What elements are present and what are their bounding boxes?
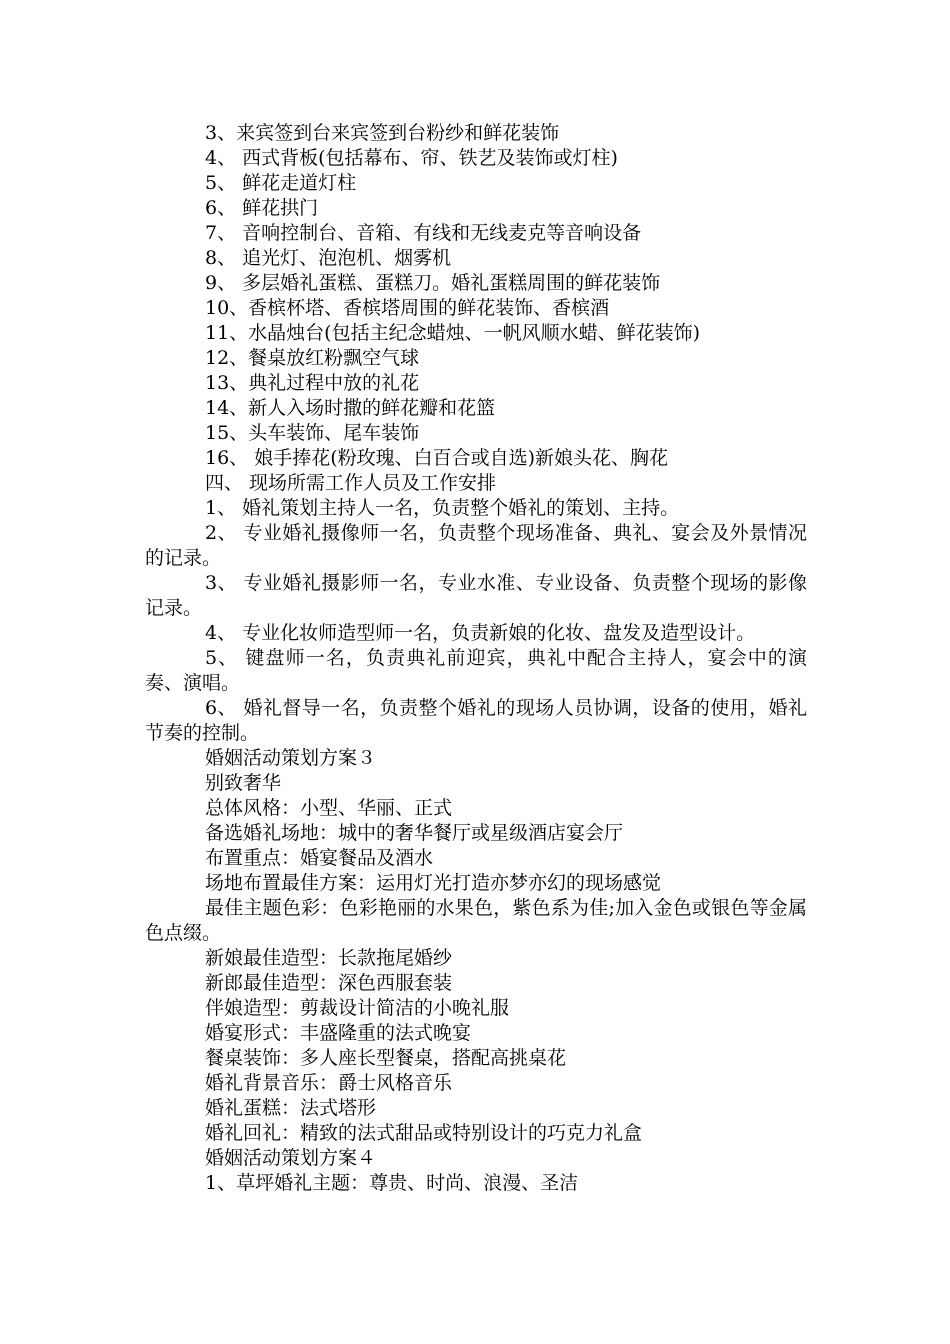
text-line: 婚礼回礼：精致的法式甜品或特别设计的巧克力礼盒 xyxy=(205,1122,643,1144)
text-line: 1、草坪婚礼主题：尊贵、时尚、浪漫、圣洁 xyxy=(205,1172,579,1194)
text-line: 别致奢华 xyxy=(205,772,282,794)
text-line: 餐桌装饰：多人座长型餐桌，搭配高挑桌花 xyxy=(205,1047,567,1069)
text-line: 婚宴形式：丰盛隆重的法式晚宴 xyxy=(205,1022,472,1044)
document-body xyxy=(145,121,807,1196)
paragraph: 4、 专业化妆师造型师一名，负责新娘的化妆、盘发及造型设计。 xyxy=(205,622,756,644)
paragraph: 3、 专业婚礼摄影师一名，专业水准、专业设备、负责整个现场的影像记录。 xyxy=(145,572,807,619)
section-heading: 四、 现场所需工作人员及工作安排 xyxy=(205,472,497,494)
text-line: 伴娘造型：剪裁设计简洁的小晚礼服 xyxy=(205,997,510,1019)
paragraph: 最佳主题色彩：色彩艳丽的水果色，紫色系为佳;加入金色或银色等金属色点缀。 xyxy=(145,897,807,944)
text-line: 总体风格：小型、华丽、正式 xyxy=(205,797,453,819)
text-line: 5、 鲜花走道灯柱 xyxy=(205,172,357,194)
text-line: 新娘最佳造型：长款拖尾婚纱 xyxy=(205,947,453,969)
text-line: 场地布置最佳方案：运用灯光打造亦梦亦幻的现场感觉 xyxy=(205,872,662,894)
text-line: 6、 鲜花拱门 xyxy=(205,197,319,219)
text-line: 13、典礼过程中放的礼花 xyxy=(205,372,420,394)
text-line: 16、 娘手捧花(粉玫瑰、白百合或自选)新娘头花、胸花 xyxy=(205,447,669,469)
text-line: 10、香槟杯塔、香槟塔周围的鲜花装饰、香槟酒 xyxy=(205,297,610,319)
paragraph: 2、 专业婚礼摄像师一名，负责整个现场准备、典礼、宴会及外景情况的记录。 xyxy=(145,522,807,569)
paragraph: 5、 键盘师一名，负责典礼前迎宾，典礼中配合主持人，宴会中的演奏、演唱。 xyxy=(145,647,807,694)
section-title: 婚姻活动策划方案４ xyxy=(205,1147,377,1169)
text-line: 新郎最佳造型：深色西服套装 xyxy=(205,972,453,994)
paragraph: 6、 婚礼督导一名，负责整个婚礼的现场人员协调，设备的使用，婚礼节奏的控制。 xyxy=(145,697,807,744)
text-line: 8、 追光灯、泡泡机、烟雾机 xyxy=(205,247,452,269)
text-line: 9、 多层婚礼蛋糕、蛋糕刀。婚礼蛋糕周围的鲜花装饰 xyxy=(205,272,661,294)
text-line: 14、新人入场时撒的鲜花瓣和花篮 xyxy=(205,397,496,419)
text-line: 4、 西式背板(包括幕布、帘、铁艺及装饰或灯柱) xyxy=(205,147,618,169)
section-title: 婚姻活动策划方案３ xyxy=(205,747,377,769)
text-line: 7、 音响控制台、音箱、有线和无线麦克等音响设备 xyxy=(205,222,642,244)
text-line: 婚礼背景音乐：爵士风格音乐 xyxy=(205,1072,453,1094)
text-line: 备选婚礼场地：城中的奢华餐厅或星级酒店宴会厅 xyxy=(205,822,624,844)
text-line: 婚礼蛋糕：法式塔形 xyxy=(205,1097,377,1119)
text-line: 布置重点：婚宴餐品及酒水 xyxy=(205,847,434,869)
text-line: 3、来宾签到台来宾签到台粉纱和鲜花装饰 xyxy=(205,122,560,144)
text-line: 15、头车装饰、尾车装饰 xyxy=(205,422,420,444)
text-line: 11、水晶烛台(包括主纪念蜡烛、一帆风顺水蜡、鲜花装饰) xyxy=(205,322,701,344)
text-line: 1、 婚礼策划主持人一名，负责整个婚礼的策划、主持。 xyxy=(205,497,680,519)
text-line: 12、餐桌放红粉飘空气球 xyxy=(205,347,420,369)
